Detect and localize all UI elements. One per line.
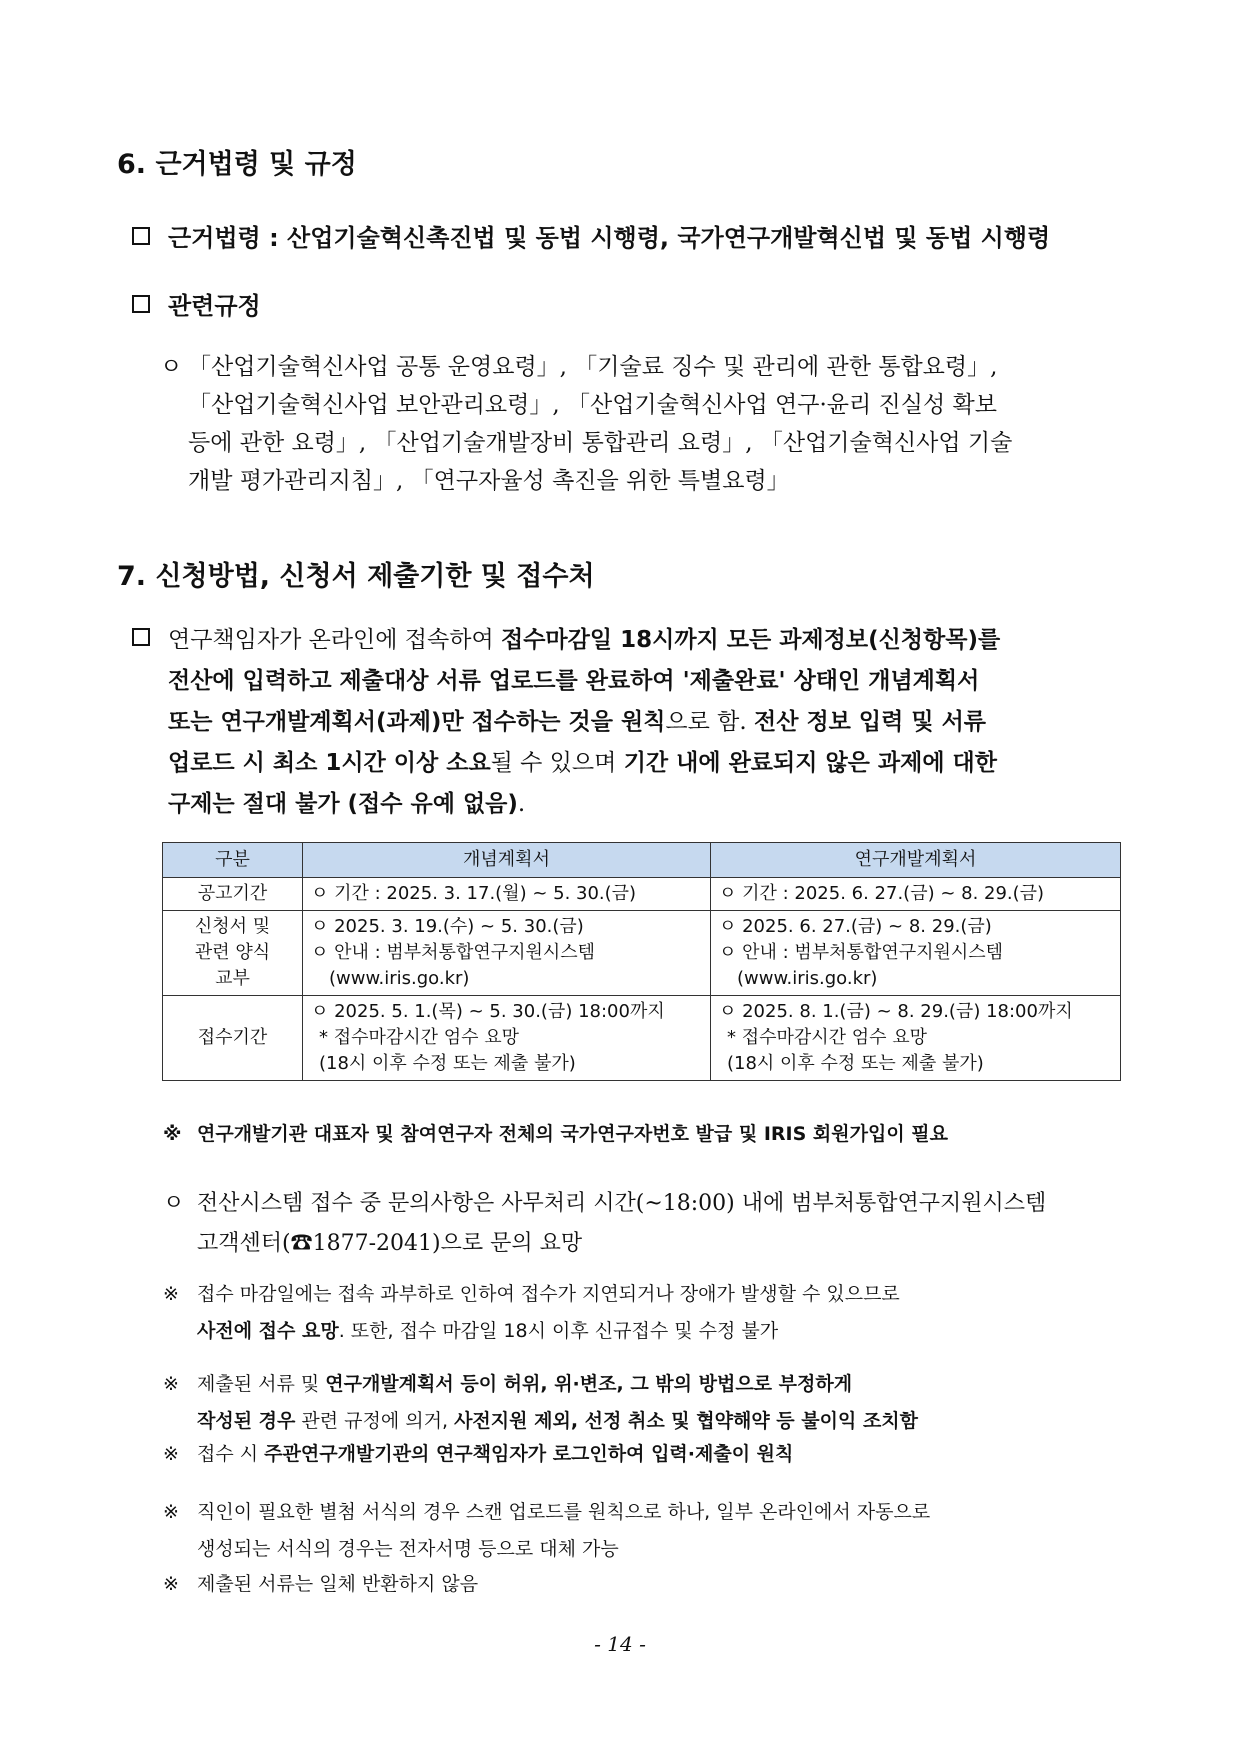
para-text: 연구책임자가 온라인에 접속하여 [168, 627, 501, 653]
table-cell [711, 911, 1121, 996]
cell-line: * 접수마감시간 엄수 요망 [727, 1027, 928, 1048]
para-bold-text: 구제는 절대 불가 (접수 유예 없음) [168, 791, 518, 817]
note-researcher-number [163, 1116, 1123, 1153]
para-bold-text: 기간 내에 완료되지 않은 과제에 대한 [623, 750, 997, 776]
iris-url: (www.iris.go.kr) [329, 968, 470, 989]
note-mark: ※ [163, 1443, 179, 1465]
row-label-line: 교부 [215, 968, 250, 989]
bullet-marker: ㅇ [163, 1191, 185, 1216]
para-bold-text: 또는 연구개발계획서(과제)만 접수하는 것을 원칙 [168, 709, 666, 735]
cell-line: ㅇ 2025. 6. 27.(금) ~ 8. 29.(금) [719, 916, 992, 937]
schedule-table [162, 842, 1121, 1081]
table-row [163, 911, 1121, 996]
table-header-cell: 개념계획서 [303, 843, 711, 878]
legal-basis-text: : 산업기술혁신촉진법 및 동법 시행령, 국가연구개발혁신법 및 동법 시행령 [260, 224, 1051, 252]
note-deadline [163, 1276, 1123, 1350]
note-text: 관련 규정에 의거, [295, 1410, 455, 1432]
note-bold-text: 연구개발계획서 등이 허위, 위·변조, 그 밖의 방법으로 부정하게 [325, 1373, 853, 1395]
bullet-marker: ㅇ [160, 354, 183, 380]
para-text: 될 수 있으며 [490, 750, 624, 776]
cell-line: ㅇ 2025. 3. 19.(수) ~ 5. 30.(금) [311, 916, 584, 937]
table-cell [303, 996, 711, 1081]
note-login [163, 1436, 1123, 1473]
rules-line: 등에 관한 요령」, 「산업기술개발장비 통합관리 요령」, 「산업기술혁신사업 기술 [188, 430, 1013, 456]
inquiry-line: 고객센터(☎1877-2041)으로 문의 요망 [197, 1231, 583, 1256]
table-cell [711, 996, 1121, 1081]
note-text: 생성되는 서식의 경우는 전자서명 등으로 대체 가능 [197, 1538, 619, 1560]
para-bold-text: 업로드 시 최소 1시간 이상 소요 [168, 750, 491, 776]
note-seal-upload [163, 1494, 1123, 1568]
note-text: 접수 시 [197, 1443, 265, 1465]
note-mark: ※ [163, 1283, 179, 1305]
table-header-cell: 구분 [163, 843, 303, 878]
section-7-title: 7. 신청방법, 신청서 제출기한 및 접수처 [117, 561, 595, 592]
para-bold-text: 접수마감일 18시까지 모든 과제정보(신청항목)를 [501, 627, 1001, 653]
cell-line: ㅇ 안내 : 범부처통합연구지원시스템 [311, 942, 596, 963]
cell-line: ㅇ 2025. 5. 1.(목) ~ 5. 30.(금) 18:00까지 [311, 1001, 665, 1022]
note-bold-text: 주관연구개발기관의 연구책임자가 로그인하여 입력·제출이 원칙 [264, 1443, 794, 1465]
row-label [163, 911, 303, 996]
note-no-return [163, 1566, 1123, 1603]
table-cell: ㅇ 기간 : 2025. 3. 17.(월) ~ 5. 30.(금) [303, 878, 711, 911]
table-header-row [163, 843, 1121, 878]
note-text: . 또한, 접수 마감일 18시 이후 신규접수 및 수정 불가 [338, 1320, 779, 1342]
row-label-line: 신청서 및 [194, 916, 271, 937]
cell-line: (18시 이후 수정 또는 제출 불가) [319, 1053, 576, 1074]
note-mark: ※ [163, 1373, 179, 1395]
checkbox-square-icon [132, 295, 150, 313]
cell-line: (18시 이후 수정 또는 제출 불가) [727, 1053, 984, 1074]
para-text: 으로 함. [665, 709, 755, 735]
row-label: 공고기간 [163, 878, 303, 911]
row-label: 접수기간 [163, 996, 303, 1081]
cell-line: * 접수마감시간 엄수 요망 [319, 1027, 520, 1048]
row-label-line: 관련 양식 [194, 942, 271, 963]
table-cell: ㅇ 기간 : 2025. 6. 27.(금) ~ 8. 29.(금) [711, 878, 1121, 911]
related-rules-line [132, 286, 261, 321]
note-text: 접수 마감일에는 접속 과부하로 인하여 접수가 지연되거나 장애가 발생할 수 있으므로 [197, 1283, 900, 1305]
inquiry-bullet [163, 1184, 1123, 1264]
page-number: - 14 - [594, 1632, 646, 1656]
note-bold-text: 사전에 접수 요망 [197, 1320, 339, 1342]
rules-line: 「산업기술혁신사업 보안관리요령」, 「산업기술혁신사업 연구·윤리 진실성 확보 [188, 392, 997, 418]
note-mark: ※ [163, 1573, 179, 1595]
checkbox-square-icon [132, 227, 150, 245]
para-text: . [517, 791, 526, 817]
note-bold-text: 사전지원 제외, 선정 취소 및 협약해약 등 불이익 조치함 [454, 1410, 919, 1432]
rules-line: 「산업기술혁신사업 공통 운영요령」, 「기술료 징수 및 관리에 관한 통합요령」, [188, 354, 998, 380]
table-row [163, 878, 1121, 911]
section-6-title: 6. 근거법령 및 규정 [117, 149, 357, 180]
note-text: 제출된 서류는 일체 반환하지 않음 [197, 1573, 479, 1595]
rules-line: 개발 평가관리지침」, 「연구자율성 촉진을 위한 특별요령」 [188, 468, 790, 494]
related-rules-list [160, 348, 1120, 500]
inquiry-line: 전산시스템 접수 중 문의사항은 사무처리 시간(~18:00) 내에 범부처통합연구지원시스템 [197, 1191, 1047, 1216]
note-mark: ※ [163, 1123, 182, 1145]
note-text: 제출된 서류 및 [197, 1373, 326, 1395]
checkbox-square-icon [132, 628, 150, 646]
table-row [163, 996, 1121, 1081]
note-bold-text: 작성된 경우 [197, 1410, 296, 1432]
application-method-paragraph [132, 620, 1122, 825]
note-text: 직인이 필요한 별첨 서식의 경우 스캔 업로드를 원칙으로 하나, 일부 온라인에서 자동으로 [197, 1501, 931, 1523]
para-bold-text: 전산 정보 입력 및 서류 [754, 709, 987, 735]
iris-url: (www.iris.go.kr) [737, 968, 878, 989]
legal-basis-line [132, 218, 1050, 253]
table-header-cell: 연구개발계획서 [711, 843, 1121, 878]
cell-line: ㅇ 2025. 8. 1.(금) ~ 8. 29.(금) 18:00까지 [719, 1001, 1073, 1022]
note-text: 연구개발기관 대표자 및 참여연구자 전체의 국가연구자번호 발급 및 IRIS 회원가입이 필요 [197, 1123, 948, 1145]
cell-line: ㅇ 안내 : 범부처통합연구지원시스템 [719, 942, 1004, 963]
para-bold-text: 전산에 입력하고 제출대상 서류 업로드를 완료하여 '제출완료' 상태인 개념계획서 [168, 668, 980, 694]
note-mark: ※ [163, 1501, 179, 1523]
note-falsification [163, 1366, 1123, 1440]
legal-basis-label: 근거법령 [168, 224, 261, 252]
table-cell [303, 911, 711, 996]
related-rules-label: 관련규정 [168, 292, 261, 320]
